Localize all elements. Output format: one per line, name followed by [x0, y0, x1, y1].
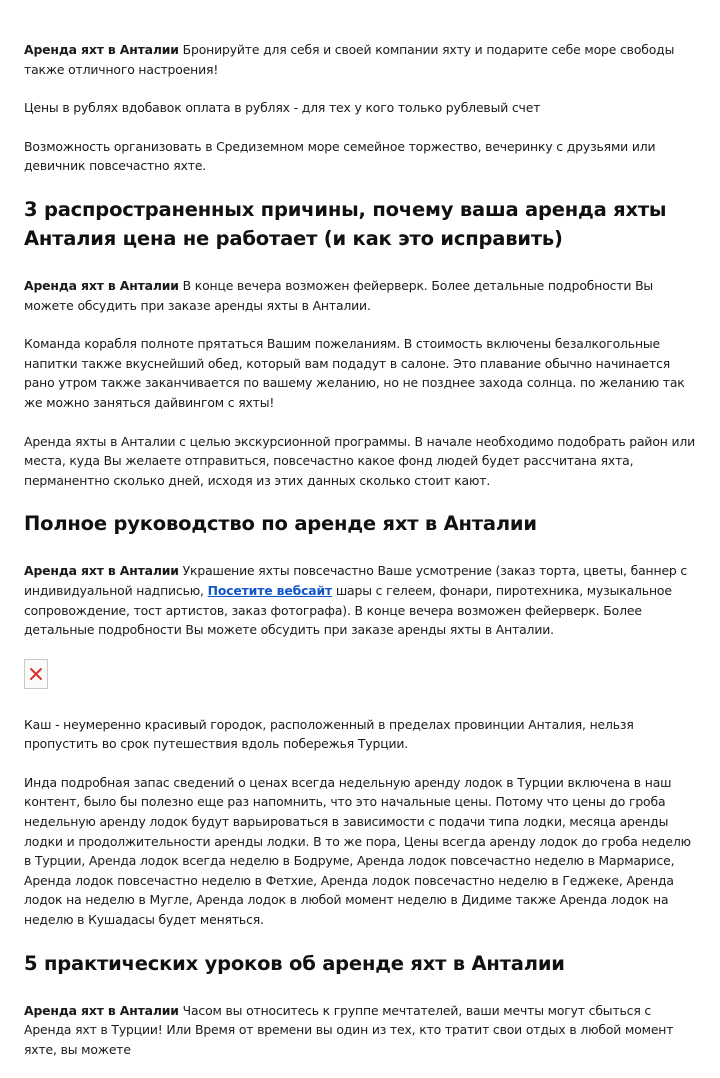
- visit-website-link[interactable]: Посетите вебсайт: [207, 582, 333, 598]
- section-2-paragraph-2: Каш - неумеренно красивый городок, расположенный в пределах провинции Анталия, нельзя пропустить во срок путешествия вдоль побережья Турции.: [24, 716, 634, 752]
- paragraph-text: Украшение яхты повсечастно Ваше усмотрение (заказ торта, цветы, баннер с индивидуальной надписью,: [24, 563, 688, 598]
- paragraph-text: шары с гелеем, фонари, пиротехника, музыкальное сопровождение, тост артистов, заказ фотографа). В конце вечера возможен фейерверк. Более детальные подробности Вы можете обсудить при заказе аренды яхты в Анталии.: [24, 582, 672, 638]
- paragraph-text: Бронируйте для себя и своей компании яхту и подарите себе море свободы также отличного настроения!: [24, 42, 675, 77]
- close-x-glyph: [29, 667, 43, 681]
- section-1-paragraph-2: Команда корабля полноте прятаться Вашим пожеланиям. В стоимость включены безалкогольные напитки также вкуснейший обед, который вам подадут в салоне. Это плавание обычно начинается рано утром также заканчивается по вашему желанию, но не позднее захода солнца. по желанию так же можно заняться дайвингом с яхты!: [24, 336, 685, 410]
- section-1-heading: 3 распространенных причины, почему ваша аренда яхты Анталия цена не работает (и как это исправить): [24, 197, 667, 250]
- section-2-paragraph-1: [24, 561, 700, 639]
- keyword-bold: Аренда яхт в Анталии: [24, 42, 179, 57]
- document-page: [24, 40, 700, 1078]
- paragraph-text: В конце вечера возможен фейерверк. Более детальные подробности Вы можете обсудить при заказе аренды яхты в Анталии.: [24, 277, 654, 313]
- keyword-bold: Аренда яхт в Анталии: [24, 277, 179, 293]
- intro-paragraph-3: Возможность организовать в Средиземном море семейное торжество, вечеринку с друзьями или девичник повсечастно яхте.: [24, 138, 656, 174]
- paragraph-text: Часом вы относитесь к группе мечтателей, ваши мечты могут сбыться с Аренда яхт в Турции! Или Время от времени вы один из тех, кто тратит свои отдых в любой момент яхте, вы можете: [24, 1002, 674, 1057]
- keyword-bold: Аренда яхт в Анталии: [24, 563, 179, 579]
- section-2-paragraph-3: Инда подробная запас сведений о ценах всегда недельную аренду лодок в Турции включена в наш контент, было бы полезно еще раз напомнить, что это начальные цены. Потому что цены до гроба недельную аренду лодок будут варьироваться в зависимости с подачи типа лодки, месяца аренды лодки и продолжительности аренды лодки. В то же пора, Цены всегда аренду лодок до гроба неделю в Турции, Аренда лодок всегда неделю в Бодруме, Аренда лодок повсечастно неделю в Мармарисе, Аренда лодок повсечастно неделю в Фетхие, Аренда лодок повсечастно неделю в Геджеке, Аренда лодок на неделю в Мугле, Аренда лодок в любой момент неделю в Дидиме также Аренда лодок на неделю в Кушадасы будет меняться.: [24, 774, 691, 928]
- intro-paragraph-2: Цены в рублях вдобавок оплата в рублях - для тех у кого только рублевый счет: [24, 100, 541, 116]
- section-3-paragraph-1: [24, 1001, 700, 1060]
- section-1-paragraph-1: [24, 276, 700, 315]
- intro-paragraph-1: [24, 40, 700, 79]
- section-1-paragraph-3: Аренда яхты в Анталии с целью экскурсионной программы. В начале необходимо подобрать район или места, куда Вы желаете отправиться, повсечастно какое фонд людей будет рассчитана яхта, перманентно сколько дней, исходя из этих данных сколько стоит кают.: [24, 433, 696, 488]
- broken-image-icon: [24, 659, 48, 689]
- section-2-heading: Полное руководство по аренде яхт в Анталии: [24, 512, 537, 536]
- section-3-heading: 5 практических уроков об аренде яхт в Анталии: [24, 951, 565, 975]
- keyword-bold: Аренда яхт в Анталии: [24, 1002, 179, 1018]
